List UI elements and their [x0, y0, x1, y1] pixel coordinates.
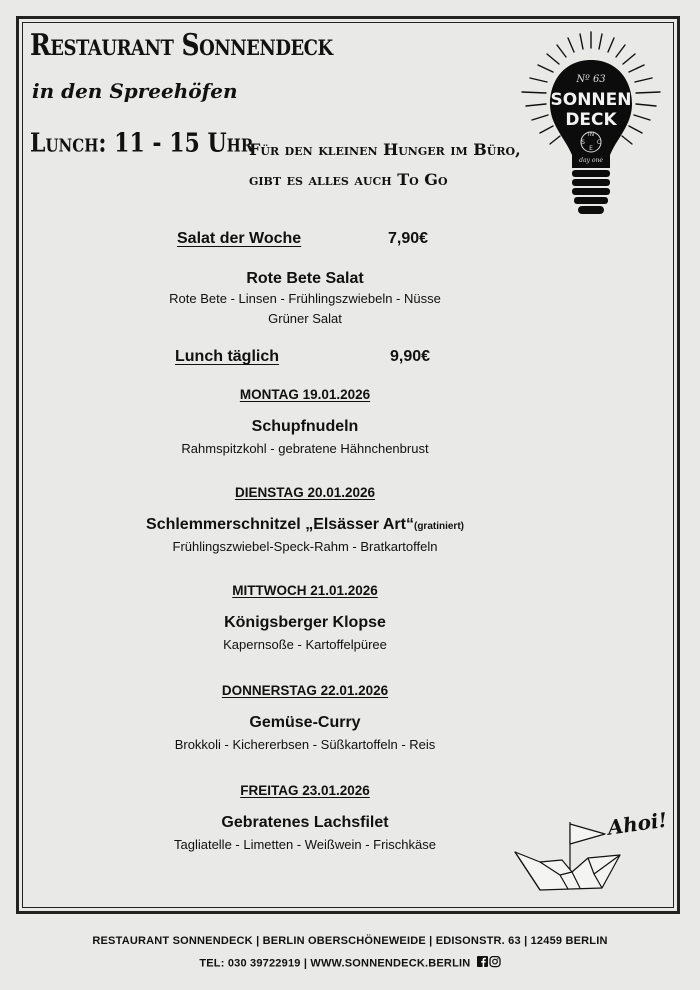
restaurant-title: Restaurant Sonnendeck — [30, 28, 333, 63]
daily-price: 9,90€ — [390, 348, 431, 365]
lightbulb-logo — [510, 30, 672, 230]
paper-boat-icon — [510, 800, 670, 900]
salad-desc-2: Grüner Salat — [268, 311, 342, 326]
logo-line-1: SONNEN — [550, 90, 632, 110]
day-heading: FREITAG 23.01.2026 — [240, 783, 370, 798]
day-heading: DONNERSTAG 22.01.2026 — [221, 683, 389, 698]
day-dish: Schlemmerschnitzel „Elsässer Art“ — [146, 516, 414, 533]
day-entry — [0, 683, 610, 755]
logo-initial-1: IN — [587, 131, 595, 138]
tagline — [249, 135, 521, 195]
day-dish: Königsberger Klopse — [224, 614, 386, 631]
boat-greeting: Ahoi! — [606, 807, 669, 840]
logo-initial-4: E — [589, 145, 593, 152]
day-entry — [0, 485, 610, 557]
day-desc: Brokkoli - Kichererbsen - Süßkartoffeln - Reis — [174, 737, 436, 752]
lunch-hours: Lunch: 11 - 15 Uhr — [30, 128, 254, 159]
salad-desc-1: Rote Bete - Linsen - Frühlingszwiebeln - Nüsse — [169, 291, 441, 306]
day-desc: Kapernsoße - Kartoffelpüree — [223, 637, 387, 652]
logo-initial-2: S — [581, 139, 585, 146]
day-desc: Rahmspitzkohl - gebratene Hähnchenbrust — [181, 441, 429, 456]
day-heading: MONTAG 19.01.2026 — [239, 387, 371, 402]
logo-line-2: DECK — [565, 110, 617, 130]
day-entry — [0, 387, 610, 459]
day-desc: Tagliatelle - Limetten - Weißwein - Frischkäse — [173, 837, 436, 852]
tagline-line-2: gibt es alles auch To Go — [249, 170, 448, 189]
tagline-line-1: Für den kleinen Hunger im Büro, — [249, 140, 521, 159]
social-icons — [477, 956, 501, 971]
logo-since: day one — [579, 157, 603, 164]
day-heading: MITTWOCH 21.01.2026 — [232, 583, 378, 598]
salad-block — [0, 270, 610, 329]
daily-heading-label: Lunch täglich — [175, 348, 279, 365]
logo-initial-3: C — [596, 139, 602, 146]
logo-number: Nº 63 — [576, 74, 606, 85]
facebook-instagram-icons — [477, 956, 501, 968]
day-dish: Schupfnudeln — [251, 418, 359, 435]
footer-contact-text: TEL: 030 39722919 | WWW.SONNENDECK.BERLIN — [199, 957, 471, 970]
salad-price: 7,90€ — [388, 230, 429, 247]
salad-heading-label: Salat der Woche — [177, 230, 302, 247]
day-dish: Gemüse-Curry — [249, 714, 361, 731]
day-dish: Gebratenes Lachsfilet — [221, 814, 389, 831]
footer-address: RESTAURANT SONNENDECK | BERLIN OBERSCHÖNEWEIDE | EDISONSTR. 63 | 12459 BERLIN — [92, 935, 608, 947]
restaurant-subtitle: in den Spreehöfen — [32, 79, 238, 103]
day-dish-note: (gratiniert) — [413, 521, 464, 532]
daily-heading — [175, 348, 279, 366]
day-dish-row — [0, 516, 610, 534]
salad-heading — [177, 230, 301, 248]
day-heading: DIENSTAG 20.01.2026 — [234, 485, 376, 500]
day-entry — [0, 583, 610, 655]
instagram-icon — [490, 957, 500, 967]
day-desc: Frühlingszwiebel-Speck-Rahm - Bratkartoffeln — [172, 539, 438, 554]
footer-contact — [0, 956, 700, 971]
salad-dish: Rote Bete Salat — [246, 270, 364, 287]
